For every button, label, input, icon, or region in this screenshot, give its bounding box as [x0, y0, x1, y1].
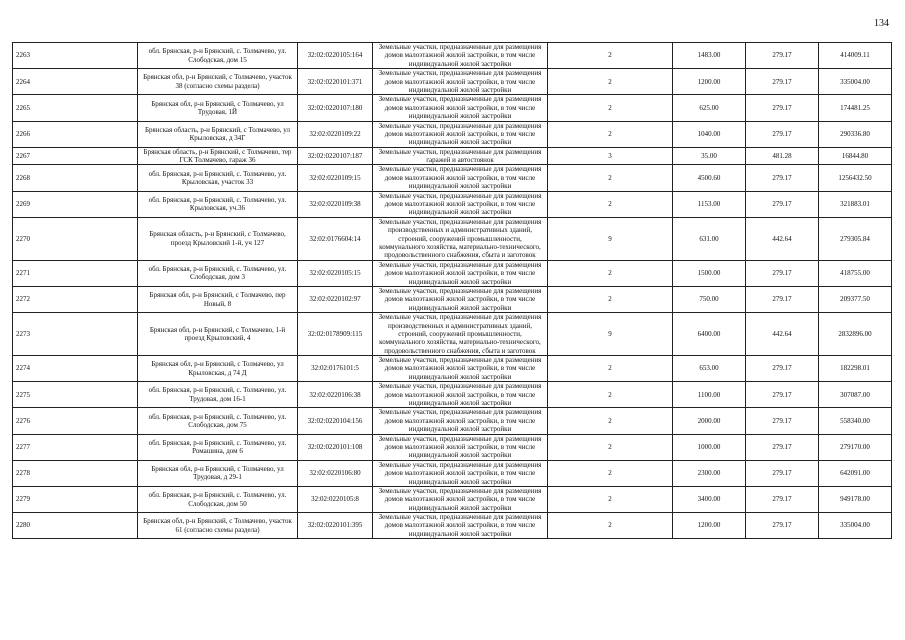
cadastral-number-cell: 32:02:0220106:80 [298, 460, 373, 486]
address-cell: обл. Брянская, р-н Брянский, с. Толмачево, ул. Слободская, дом 50 [138, 486, 298, 512]
rate-cell: 279.17 [746, 69, 819, 95]
table-row [13, 460, 892, 486]
page-number: 134 [874, 18, 889, 29]
area-cell: 1500.00 [673, 260, 746, 286]
table-row [13, 286, 892, 312]
land-use-category-cell: Земельные участки, предназначенные для размещения домов малоэтажной жилой застройки, в том числе индивидуальной жилой застройки [373, 43, 548, 69]
address-cell: обл. Брянская, р-н Брянский, с. Толмачево, ул. Слободская, дом 15 [138, 43, 298, 69]
address-cell: Брянская обл, р-н Брянский, с Толмачево, ул Трудовая, д 29-1 [138, 460, 298, 486]
area-cell: 4500.60 [673, 165, 746, 191]
row-number: 2271 [13, 260, 138, 286]
cadastral-value-cell: 182298.01 [819, 356, 892, 382]
rate-cell: 279.17 [746, 121, 819, 147]
cadastral-value-cell: 414009.11 [819, 43, 892, 69]
land-use-category-cell: Земельные участки, предназначенные для размещения домов малоэтажной жилой застройки, в том числе индивидуальной жилой застройки [373, 260, 548, 286]
address-cell: Брянская обл, р-н Брянский, с Толмачево, участок 38 (согласно схемы раздела) [138, 69, 298, 95]
cadastral-number-cell: 32:02:0220101:108 [298, 434, 373, 460]
group-cell: 2 [548, 165, 673, 191]
cadastral-number-cell: 32:02:0220105:164 [298, 43, 373, 69]
table-row [13, 313, 892, 356]
table-row [13, 486, 892, 512]
land-use-category-cell: Земельные участки, предназначенные для размещения домов малоэтажной жилой застройки, в том числе индивидуальной жилой застройки [373, 408, 548, 434]
area-cell: 1200.00 [673, 513, 746, 539]
row-number: 2280 [13, 513, 138, 539]
group-cell: 3 [548, 147, 673, 165]
cadastral-value-cell: 279170.00 [819, 434, 892, 460]
group-cell: 2 [548, 356, 673, 382]
table-row [13, 95, 892, 121]
group-cell: 2 [548, 121, 673, 147]
group-cell: 2 [548, 260, 673, 286]
rate-cell: 279.17 [746, 382, 819, 408]
land-use-category-cell: Земельные участки, предназначенные для размещения домов малоэтажной жилой застройки, в том числе индивидуальной жилой застройки [373, 356, 548, 382]
group-cell: 2 [548, 408, 673, 434]
cadastral-value-cell: 16844.80 [819, 147, 892, 165]
row-number: 2267 [13, 147, 138, 165]
land-use-category-cell: Земельные участки, предназначенные для размещения домов малоэтажной жилой застройки, в том числе индивидуальной жилой застройки [373, 286, 548, 312]
cadastral-value-cell: 418755.00 [819, 260, 892, 286]
row-number: 2264 [13, 69, 138, 95]
cadastral-number-cell: 32:02:0220109:15 [298, 165, 373, 191]
area-cell: 3400.00 [673, 486, 746, 512]
cadastral-number-cell: 32:02:0220104:156 [298, 408, 373, 434]
table-row [13, 121, 892, 147]
rate-cell: 481.28 [746, 147, 819, 165]
row-number: 2270 [13, 217, 138, 260]
group-cell: 2 [548, 486, 673, 512]
cadastral-number-cell: 32:02:0220105:15 [298, 260, 373, 286]
rate-cell: 279.17 [746, 165, 819, 191]
area-cell: 653.00 [673, 356, 746, 382]
row-number: 2265 [13, 95, 138, 121]
area-cell: 1100.00 [673, 382, 746, 408]
cadastral-number-cell: 32:02:0176604:14 [298, 217, 373, 260]
group-cell: 2 [548, 434, 673, 460]
cadastral-number-cell: 32:02:0220102:97 [298, 286, 373, 312]
land-use-category-cell: Земельные участки, предназначенные для размещения домов малоэтажной жилой застройки, в том числе индивидуальной жилой застройки [373, 191, 548, 217]
land-use-category-cell: Земельные участки, предназначенные для размещения домов малоэтажной жилой застройки, в том числе индивидуальной жилой застройки [373, 382, 548, 408]
group-cell: 2 [548, 382, 673, 408]
group-cell: 2 [548, 191, 673, 217]
row-number: 2279 [13, 486, 138, 512]
rate-cell: 279.17 [746, 434, 819, 460]
area-cell: 625.00 [673, 95, 746, 121]
address-cell: обл. Брянская, р-н Брянский, с. Толмачево, ул. Крыловская, участок 33 [138, 165, 298, 191]
land-use-category-cell: Земельные участки, предназначенные для размещения домов малоэтажной жилой застройки, в том числе индивидуальной жилой застройки [373, 95, 548, 121]
area-cell: 2000.00 [673, 408, 746, 434]
table-row [13, 43, 892, 69]
table-row [13, 356, 892, 382]
cadastral-number-cell: 32:02:0178909:115 [298, 313, 373, 356]
cadastral-number-cell: 32:02:0220109:22 [298, 121, 373, 147]
group-cell: 2 [548, 286, 673, 312]
cadastral-number-cell: 32:02:0176101:5 [298, 356, 373, 382]
cadastral-value-cell: 307087.00 [819, 382, 892, 408]
cadastral-number-cell: 32:02:0220109:38 [298, 191, 373, 217]
group-cell: 2 [548, 460, 673, 486]
address-cell: Брянская область, р-н Брянский, с Толмачево, ул Крыловская, д 34Г [138, 121, 298, 147]
address-cell: Брянская обл, р-н Брянский, с Толмачево, 1-й проезд Крыловский, 4 [138, 313, 298, 356]
rate-cell: 279.17 [746, 286, 819, 312]
cadastral-value-cell: 558340.00 [819, 408, 892, 434]
cadastral-value-cell: 335004.00 [819, 69, 892, 95]
group-cell: 9 [548, 217, 673, 260]
row-number: 2275 [13, 382, 138, 408]
area-cell: 6400.00 [673, 313, 746, 356]
cadastral-number-cell: 32:02:0220106:38 [298, 382, 373, 408]
cadastral-number-cell: 32:02:0220105:8 [298, 486, 373, 512]
land-use-category-cell: Земельные участки, предназначенные для размещения гаражей и автостоянок [373, 147, 548, 165]
table-row [13, 513, 892, 539]
rate-cell: 279.17 [746, 513, 819, 539]
cadastral-value-cell: 335004.00 [819, 513, 892, 539]
row-number: 2276 [13, 408, 138, 434]
row-number: 2274 [13, 356, 138, 382]
cadastral-value-cell: 321883.01 [819, 191, 892, 217]
group-cell: 2 [548, 95, 673, 121]
table-row [13, 260, 892, 286]
land-use-category-cell: Земельные участки, предназначенные для размещения домов малоэтажной жилой застройки, в том числе индивидуальной жилой застройки [373, 165, 548, 191]
table-row [13, 382, 892, 408]
address-cell: Брянская обл, р-н Брянский, с Толмачево, ул Крыловская, д 74 Д [138, 356, 298, 382]
area-cell: 1153.00 [673, 191, 746, 217]
address-cell: обл. Брянская, р-н Брянский, с. Толмачево, ул. Ромашина, дом 6 [138, 434, 298, 460]
cadastral-number-cell: 32:02:0220101:395 [298, 513, 373, 539]
address-cell: Брянская область, р-н Брянский, с Толмачево, проезд Крыловский 1-й, уч 127 [138, 217, 298, 260]
rate-cell: 279.17 [746, 260, 819, 286]
group-cell: 9 [548, 313, 673, 356]
cadastral-value-cell: 290336.80 [819, 121, 892, 147]
area-cell: 1483.00 [673, 43, 746, 69]
cadastral-number-cell: 32:02:0220101:371 [298, 69, 373, 95]
row-number: 2277 [13, 434, 138, 460]
rate-cell: 279.17 [746, 43, 819, 69]
rate-cell: 442.64 [746, 217, 819, 260]
address-cell: обл. Брянская, р-н Брянский, с. Толмачево, ул. Крыловская, уч.36 [138, 191, 298, 217]
area-cell: 1000.00 [673, 434, 746, 460]
rate-cell: 279.17 [746, 460, 819, 486]
address-cell: обл. Брянская, р-н Брянский, с. Толмачево, ул. Трудовая, дом 16-1 [138, 382, 298, 408]
land-use-category-cell: Земельные участки, предназначенные для размещения домов малоэтажной жилой застройки, в том числе индивидуальной жилой застройки [373, 121, 548, 147]
table-row [13, 217, 892, 260]
address-cell: Брянская обл, р-н Брянский, с Толмачево, пер Новый, 8 [138, 286, 298, 312]
row-number: 2268 [13, 165, 138, 191]
row-number: 2278 [13, 460, 138, 486]
cadastral-number-cell: 32:02:0220107:187 [298, 147, 373, 165]
table-row [13, 147, 892, 165]
land-use-category-cell: Земельные участки, предназначенные для размещения домов малоэтажной жилой застройки, в том числе индивидуальной жилой застройки [373, 460, 548, 486]
address-cell: Брянская обл, р-н Брянский, с Толмачево, ул Трудовая, 1Й [138, 95, 298, 121]
cadastral-value-table [12, 42, 892, 539]
land-use-category-cell: Земельные участки, предназначенные для размещения домов малоэтажной жилой застройки, в том числе индивидуальной жилой застройки [373, 486, 548, 512]
cadastral-value-cell: 642091.00 [819, 460, 892, 486]
cadastral-value-cell: 1256432.50 [819, 165, 892, 191]
cadastral-value-cell: 174481.25 [819, 95, 892, 121]
group-cell: 2 [548, 69, 673, 95]
group-cell: 2 [548, 43, 673, 69]
row-number: 2266 [13, 121, 138, 147]
table-row [13, 408, 892, 434]
address-cell: обл. Брянская, р-н Брянский, с. Толмачево, ул. Слободская, дом 75 [138, 408, 298, 434]
area-cell: 750.00 [673, 286, 746, 312]
table-row [13, 165, 892, 191]
land-use-category-cell: Земельные участки, предназначенные для размещения домов малоэтажной жилой застройки, в том числе индивидуальной жилой застройки [373, 69, 548, 95]
cadastral-value-cell: 2832896.00 [819, 313, 892, 356]
table-row [13, 434, 892, 460]
area-cell: 631.00 [673, 217, 746, 260]
area-cell: 1040.00 [673, 121, 746, 147]
row-number: 2263 [13, 43, 138, 69]
rate-cell: 279.17 [746, 95, 819, 121]
cadastral-value-cell: 279305.84 [819, 217, 892, 260]
address-cell: Брянская обл, р-н Брянский, с Толмачево, участок 61 (согласно схемы раздела) [138, 513, 298, 539]
row-number: 2273 [13, 313, 138, 356]
land-use-category-cell: Земельные участки, предназначенные для размещения производственных и административных зданий, строений, сооружений промышленности, коммунального хозяйства, материально-технического, продовольственного снабжения, сбыта и заготовок [373, 313, 548, 356]
row-number: 2269 [13, 191, 138, 217]
rate-cell: 279.17 [746, 356, 819, 382]
cadastral-number-cell: 32:02:0220107:180 [298, 95, 373, 121]
group-cell: 2 [548, 513, 673, 539]
address-cell: обл. Брянская, р-н Брянский, с. Толмачево, ул. Слободская, дом 3 [138, 260, 298, 286]
area-cell: 2300.00 [673, 460, 746, 486]
land-use-category-cell: Земельные участки, предназначенные для размещения домов малоэтажной жилой застройки, в том числе индивидуальной жилой застройки [373, 513, 548, 539]
cadastral-value-cell: 209377.50 [819, 286, 892, 312]
address-cell: Брянская область, р-н Брянский, с Толмачево, тер ГСК Толмачево, гараж 36 [138, 147, 298, 165]
cadastral-value-cell: 949178.00 [819, 486, 892, 512]
table-row [13, 69, 892, 95]
land-use-category-cell: Земельные участки, предназначенные для размещения домов малоэтажной жилой застройки, в том числе индивидуальной жилой застройки [373, 434, 548, 460]
area-cell: 35.00 [673, 147, 746, 165]
row-number: 2272 [13, 286, 138, 312]
rate-cell: 279.17 [746, 191, 819, 217]
rate-cell: 279.17 [746, 486, 819, 512]
land-use-category-cell: Земельные участки, предназначенные для размещения производственных и административных зданий, строений, сооружений промышленности, коммунального хозяйства, материально-технического, продовольственного снабжения, сбыта и заготовок [373, 217, 548, 260]
rate-cell: 279.17 [746, 408, 819, 434]
area-cell: 1200.00 [673, 69, 746, 95]
rate-cell: 442.64 [746, 313, 819, 356]
table-row [13, 191, 892, 217]
